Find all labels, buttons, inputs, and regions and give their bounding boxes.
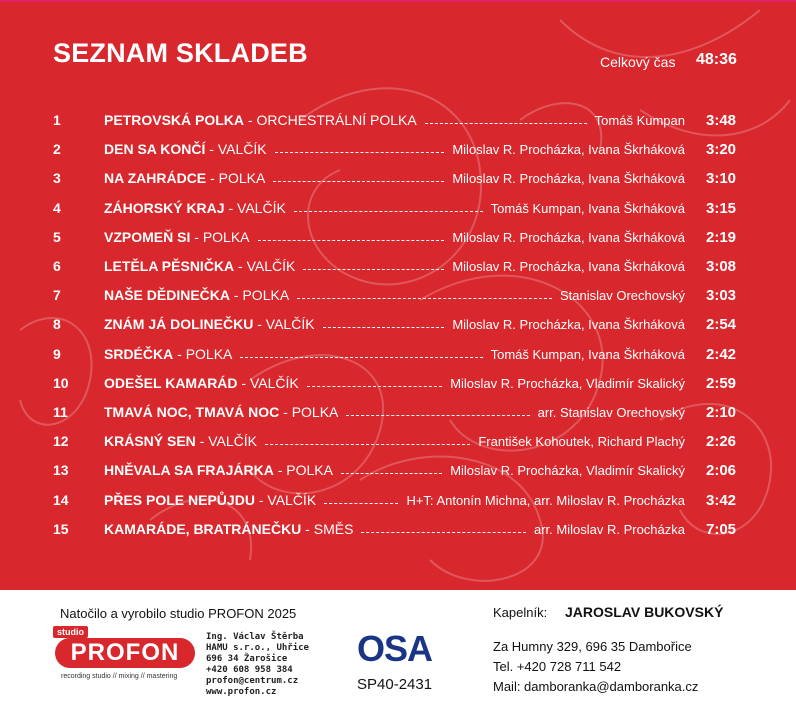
- track-author: Miloslav R. Procházka, Vladimír Skalický: [450, 463, 685, 478]
- production-credit: Natočilo a vyrobilo studio PROFON 2025: [60, 606, 297, 621]
- track-author: arr. Stanislav Orechovský: [537, 405, 685, 420]
- track-number: 13: [53, 462, 69, 478]
- track-number: 15: [53, 521, 69, 537]
- track-row: [0, 256, 796, 278]
- track-row: [0, 314, 796, 336]
- contact-line: HAMU s.r.o., Uhřice: [206, 643, 309, 653]
- track-number: 2: [53, 141, 61, 157]
- track-duration: 2:10: [706, 404, 737, 421]
- track-title: [104, 170, 265, 186]
- track-duration: 3:15: [706, 200, 737, 217]
- track-separator: -: [206, 170, 219, 186]
- track-number: 4: [53, 200, 61, 216]
- track-name: ODEŠEL KAMARÁD: [104, 375, 238, 391]
- track-author: Miloslav R. Procházka, Vladimír Skalický: [450, 376, 685, 391]
- track-title: [104, 316, 315, 332]
- track-separator: -: [253, 316, 266, 332]
- track-author: Tomáš Kumpan, Ivana Škrháková: [490, 201, 685, 216]
- total-time-label: Celkový čas: [600, 54, 676, 70]
- dotted-leader: [346, 415, 529, 416]
- track-row: [0, 344, 796, 366]
- track-row: [0, 110, 796, 132]
- track-title: [104, 258, 295, 274]
- track-author: Miloslav R. Procházka, Ivana Škrháková: [452, 317, 685, 332]
- total-time-value: 48:36: [696, 51, 737, 68]
- track-name: TMAVÁ NOC, TMAVÁ NOC: [104, 404, 280, 420]
- track-number: 7: [53, 287, 61, 303]
- track-author: Tomáš Kumpan: [594, 113, 685, 128]
- track-name: SRDÉČKA: [104, 346, 174, 362]
- track-genre: POLKA: [202, 229, 250, 245]
- dotted-leader: [307, 386, 442, 387]
- track-separator: -: [195, 433, 209, 449]
- logo-main-text: PROFON: [55, 638, 195, 668]
- dotted-leader: [303, 269, 444, 270]
- track-name: LETĚLA PĚSNIČKA: [104, 258, 235, 274]
- track-author: František Kohoutek, Richard Plachý: [478, 434, 685, 449]
- track-separator: -: [234, 258, 247, 274]
- track-number: 9: [53, 346, 61, 362]
- track-genre: VALČÍK: [249, 375, 299, 391]
- track-duration: 3:42: [706, 492, 737, 509]
- contact-line: profon@centrum.cz: [206, 676, 299, 686]
- dotted-leader: [324, 503, 398, 504]
- track-genre: POLKA: [291, 404, 339, 420]
- track-author: Miloslav R. Procházka, Ivana Škrháková: [452, 259, 685, 274]
- track-title: [104, 375, 299, 391]
- footer: [0, 590, 796, 708]
- track-duration: 3:20: [706, 141, 737, 158]
- track-duration: 3:03: [706, 287, 737, 304]
- track-number: 11: [53, 404, 68, 420]
- track-genre: VALČÍK: [246, 258, 296, 274]
- track-title: [104, 462, 333, 478]
- track-genre: POLKA: [185, 346, 233, 362]
- track-genre: POLKA: [286, 462, 333, 478]
- track-name: ZNÁM JÁ DOLINEČKU: [104, 316, 254, 332]
- track-separator: -: [237, 375, 250, 391]
- profon-logo: [30, 626, 198, 688]
- track-genre: VALČÍK: [237, 200, 286, 216]
- track-title: [104, 521, 353, 537]
- track-separator: -: [190, 229, 203, 245]
- osa-code: SP40-2431: [357, 676, 433, 693]
- track-duration: 7:05: [706, 521, 737, 538]
- track-title: [104, 200, 286, 216]
- contact-line: 696 34 Žarošice: [206, 654, 288, 664]
- track-number: 14: [53, 492, 69, 508]
- contact-line: +420 608 958 384: [206, 665, 293, 675]
- track-genre: VALČÍK: [265, 316, 315, 332]
- track-name: NAŠE DĚDINEČKA: [104, 287, 231, 303]
- dotted-leader: [258, 240, 445, 241]
- track-separator: -: [273, 462, 287, 478]
- track-row: [0, 198, 796, 220]
- osa-logo: OSA: [357, 628, 433, 669]
- track-genre: POLKA: [242, 287, 290, 303]
- track-duration: 3:10: [706, 170, 737, 187]
- track-title: [104, 346, 232, 362]
- page-title: SEZNAM SKLADEB: [53, 38, 308, 68]
- logo-tagline: recording studio // mixing // mastering: [61, 673, 178, 680]
- bandleader-name: JAROSLAV BUKOVSKÝ: [565, 604, 724, 620]
- track-row: [0, 373, 796, 395]
- track-genre: VALČÍK: [208, 433, 258, 449]
- track-author: Tomáš Kumpan, Ivana Škrháková: [490, 347, 685, 362]
- studio-contact: [206, 632, 309, 698]
- track-row: [0, 168, 796, 190]
- track-title: [104, 433, 257, 449]
- track-genre: VALČÍK: [217, 141, 267, 157]
- dotted-leader: [294, 211, 483, 212]
- track-separator: -: [205, 141, 218, 157]
- track-name: PETROVSKÁ POLKA: [104, 112, 245, 128]
- track-row: [0, 490, 796, 512]
- track-name: KAMARÁDE, BRATRÁNEČKU: [104, 521, 302, 537]
- contact-line: Ing. Václav Štěrba: [206, 632, 304, 642]
- phone: Tel. +420 728 711 542: [493, 659, 622, 674]
- track-name: DEN SA KONČÍ: [104, 141, 206, 157]
- track-duration: 2:06: [706, 462, 737, 479]
- track-row: [0, 402, 796, 424]
- track-row: [0, 285, 796, 307]
- dotted-leader: [425, 123, 587, 124]
- dotted-leader: [341, 473, 442, 474]
- track-title: [104, 404, 338, 420]
- track-duration: 3:08: [706, 258, 737, 275]
- track-genre: SMĚS: [313, 521, 354, 537]
- dotted-leader: [240, 357, 482, 358]
- track-genre: VALČÍK: [267, 492, 317, 508]
- track-number: 10: [53, 375, 69, 391]
- track-separator: -: [224, 200, 238, 216]
- track-row: [0, 227, 796, 249]
- dotted-leader: [275, 152, 445, 153]
- track-number: 3: [53, 170, 61, 186]
- track-number: 5: [53, 229, 61, 245]
- track-title: [104, 112, 417, 128]
- dotted-leader: [297, 298, 552, 299]
- track-duration: 2:26: [706, 433, 737, 450]
- bandleader-label: Kapelník:: [493, 605, 548, 620]
- track-number: 6: [53, 258, 61, 274]
- track-row: [0, 431, 796, 453]
- dotted-leader: [361, 532, 526, 533]
- track-row: [0, 460, 796, 482]
- track-author: Miloslav R. Procházka, Ivana Škrháková: [452, 142, 685, 157]
- track-genre: POLKA: [218, 170, 266, 186]
- track-separator: -: [254, 492, 268, 508]
- address: Za Humny 329, 696 35 Dambořice: [493, 639, 692, 654]
- track-separator: -: [244, 112, 257, 128]
- track-row: [0, 519, 796, 541]
- track-name: NA ZAHRÁDCE: [104, 170, 207, 186]
- track-name: VZPOMEŇ SI: [104, 229, 191, 245]
- track-separator: -: [230, 287, 243, 303]
- track-author: Miloslav R. Procházka, Ivana Škrháková: [452, 230, 685, 245]
- logo-studio-text: studio: [53, 626, 88, 638]
- track-duration: 2:42: [706, 346, 737, 363]
- track-duration: 2:54: [706, 316, 737, 333]
- track-author: H+T: Antonín Michna, arr. Miloslav R. Procházka: [406, 493, 685, 508]
- track-author: Stanislav Orechovský: [560, 288, 685, 303]
- track-number: 1: [53, 112, 61, 128]
- dotted-leader: [273, 181, 444, 182]
- contact-line: www.profon.cz: [206, 687, 277, 697]
- track-separator: -: [301, 521, 314, 537]
- dotted-leader: [265, 444, 470, 445]
- track-row: [0, 139, 796, 161]
- track-title: [104, 141, 267, 157]
- track-name: HNĚVALA SA FRAJÁRKA: [104, 462, 274, 478]
- track-name: PŘES POLE NEPŮJDU: [104, 492, 255, 508]
- track-title: [104, 229, 250, 245]
- track-name: ZÁHORSKÝ KRAJ: [104, 200, 225, 216]
- track-number: 8: [53, 316, 61, 332]
- track-name: KRÁSNÝ SEN: [104, 433, 196, 449]
- dotted-leader: [323, 327, 445, 328]
- track-separator: -: [279, 404, 292, 420]
- track-duration: 2:19: [706, 229, 737, 246]
- track-title: [104, 287, 289, 303]
- track-title: [104, 492, 316, 508]
- email: Mail: damboranka@damboranka.cz: [493, 679, 699, 694]
- track-separator: -: [173, 346, 186, 362]
- track-genre: ORCHESTRÁLNÍ POLKA: [256, 112, 417, 128]
- track-author: arr. Miloslav R. Procházka: [534, 522, 685, 537]
- track-author: Miloslav R. Procházka, Ivana Škrháková: [452, 171, 685, 186]
- track-number: 12: [53, 433, 69, 449]
- track-duration: 3:48: [706, 112, 737, 129]
- track-duration: 2:59: [706, 375, 737, 392]
